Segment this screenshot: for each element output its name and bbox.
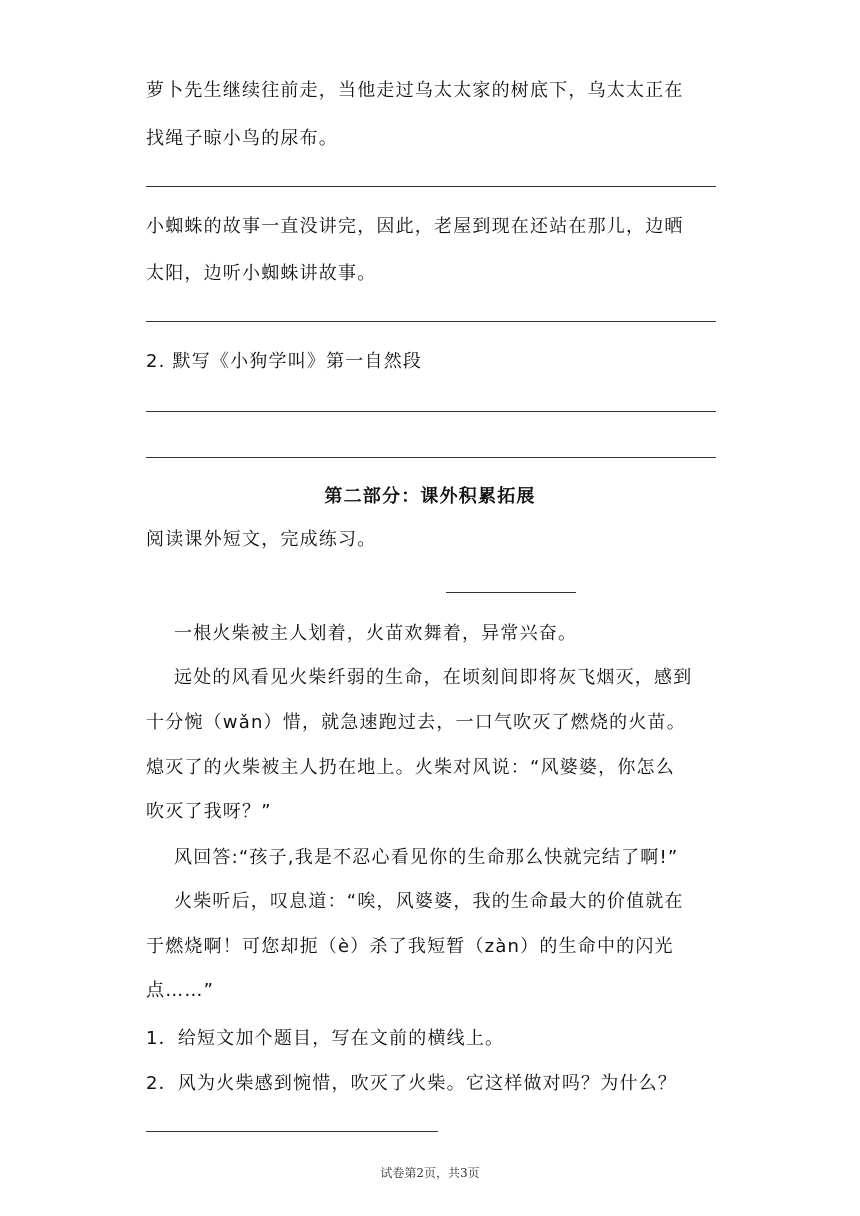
answer-line	[146, 321, 716, 322]
passage-paragraph-2-line-3: 熄灭了的火柴被主人扔在地上。火柴对风说：“风婆婆，你怎么	[146, 757, 675, 778]
title-blank-line	[446, 592, 576, 593]
answer-line	[146, 186, 716, 187]
passage-paragraph-4-line-1: 火柴听后，叹息道：“唉，风婆婆，我的生命最大的价值就在	[174, 891, 684, 912]
passage-paragraph-2-line-1: 远处的风看见火柴纤弱的生命，在顷刻间即将灰飞烟灭，感到	[174, 667, 693, 688]
passage-paragraph-4-line-3: 点……”	[146, 980, 215, 1001]
reading-instruction: 阅读课外短文，完成练习。	[146, 529, 377, 550]
answer-line	[146, 411, 716, 412]
answer-line	[146, 1131, 438, 1132]
passage-paragraph-2-line-2: 十分惋（wǎn）惜，就急速跑过去，一口气吹灭了燃烧的火苗。	[146, 712, 686, 733]
answer-line	[146, 457, 716, 458]
sentence-2-line-2: 太阳，边听小蜘蛛讲故事。	[146, 263, 377, 284]
sentence-1-line-1: 萝卜先生继续往前走，当他走过乌太太家的树底下，乌太太正在	[146, 80, 684, 101]
sentence-2-line-1: 小蜘蛛的故事一直没讲完，因此，老屋到现在还站在那儿，边晒	[146, 216, 684, 237]
page-footer: 试卷第2页，共3页	[380, 1166, 480, 1180]
section-heading: 第二部分：课外积累拓展	[324, 486, 536, 507]
question-1: 1．给短文加个题目，写在文前的横线上。	[146, 1028, 505, 1049]
passage-paragraph-4-line-2: 于燃烧啊！可您却扼（è）杀了我短暂（zàn）的生命中的闪光	[146, 936, 674, 957]
question-2: 2．风为火柴感到惋惜，吹灭了火柴。它这样做对吗？为什么？	[146, 1073, 678, 1094]
sentence-1-line-2: 找绳子晾小鸟的尿布。	[146, 128, 338, 149]
passage-paragraph-1: 一根火柴被主人划着，火苗欢舞着，异常兴奋。	[174, 623, 578, 644]
passage-paragraph-3: 风回答:“孩子,我是不忍心看见你的生命那么快就完结了啊!”	[174, 847, 679, 868]
passage-paragraph-2-line-4: 吹灭了我呀？”	[146, 801, 272, 822]
question-dictation: 2. 默写《小狗学叫》第一自然段	[146, 351, 423, 372]
